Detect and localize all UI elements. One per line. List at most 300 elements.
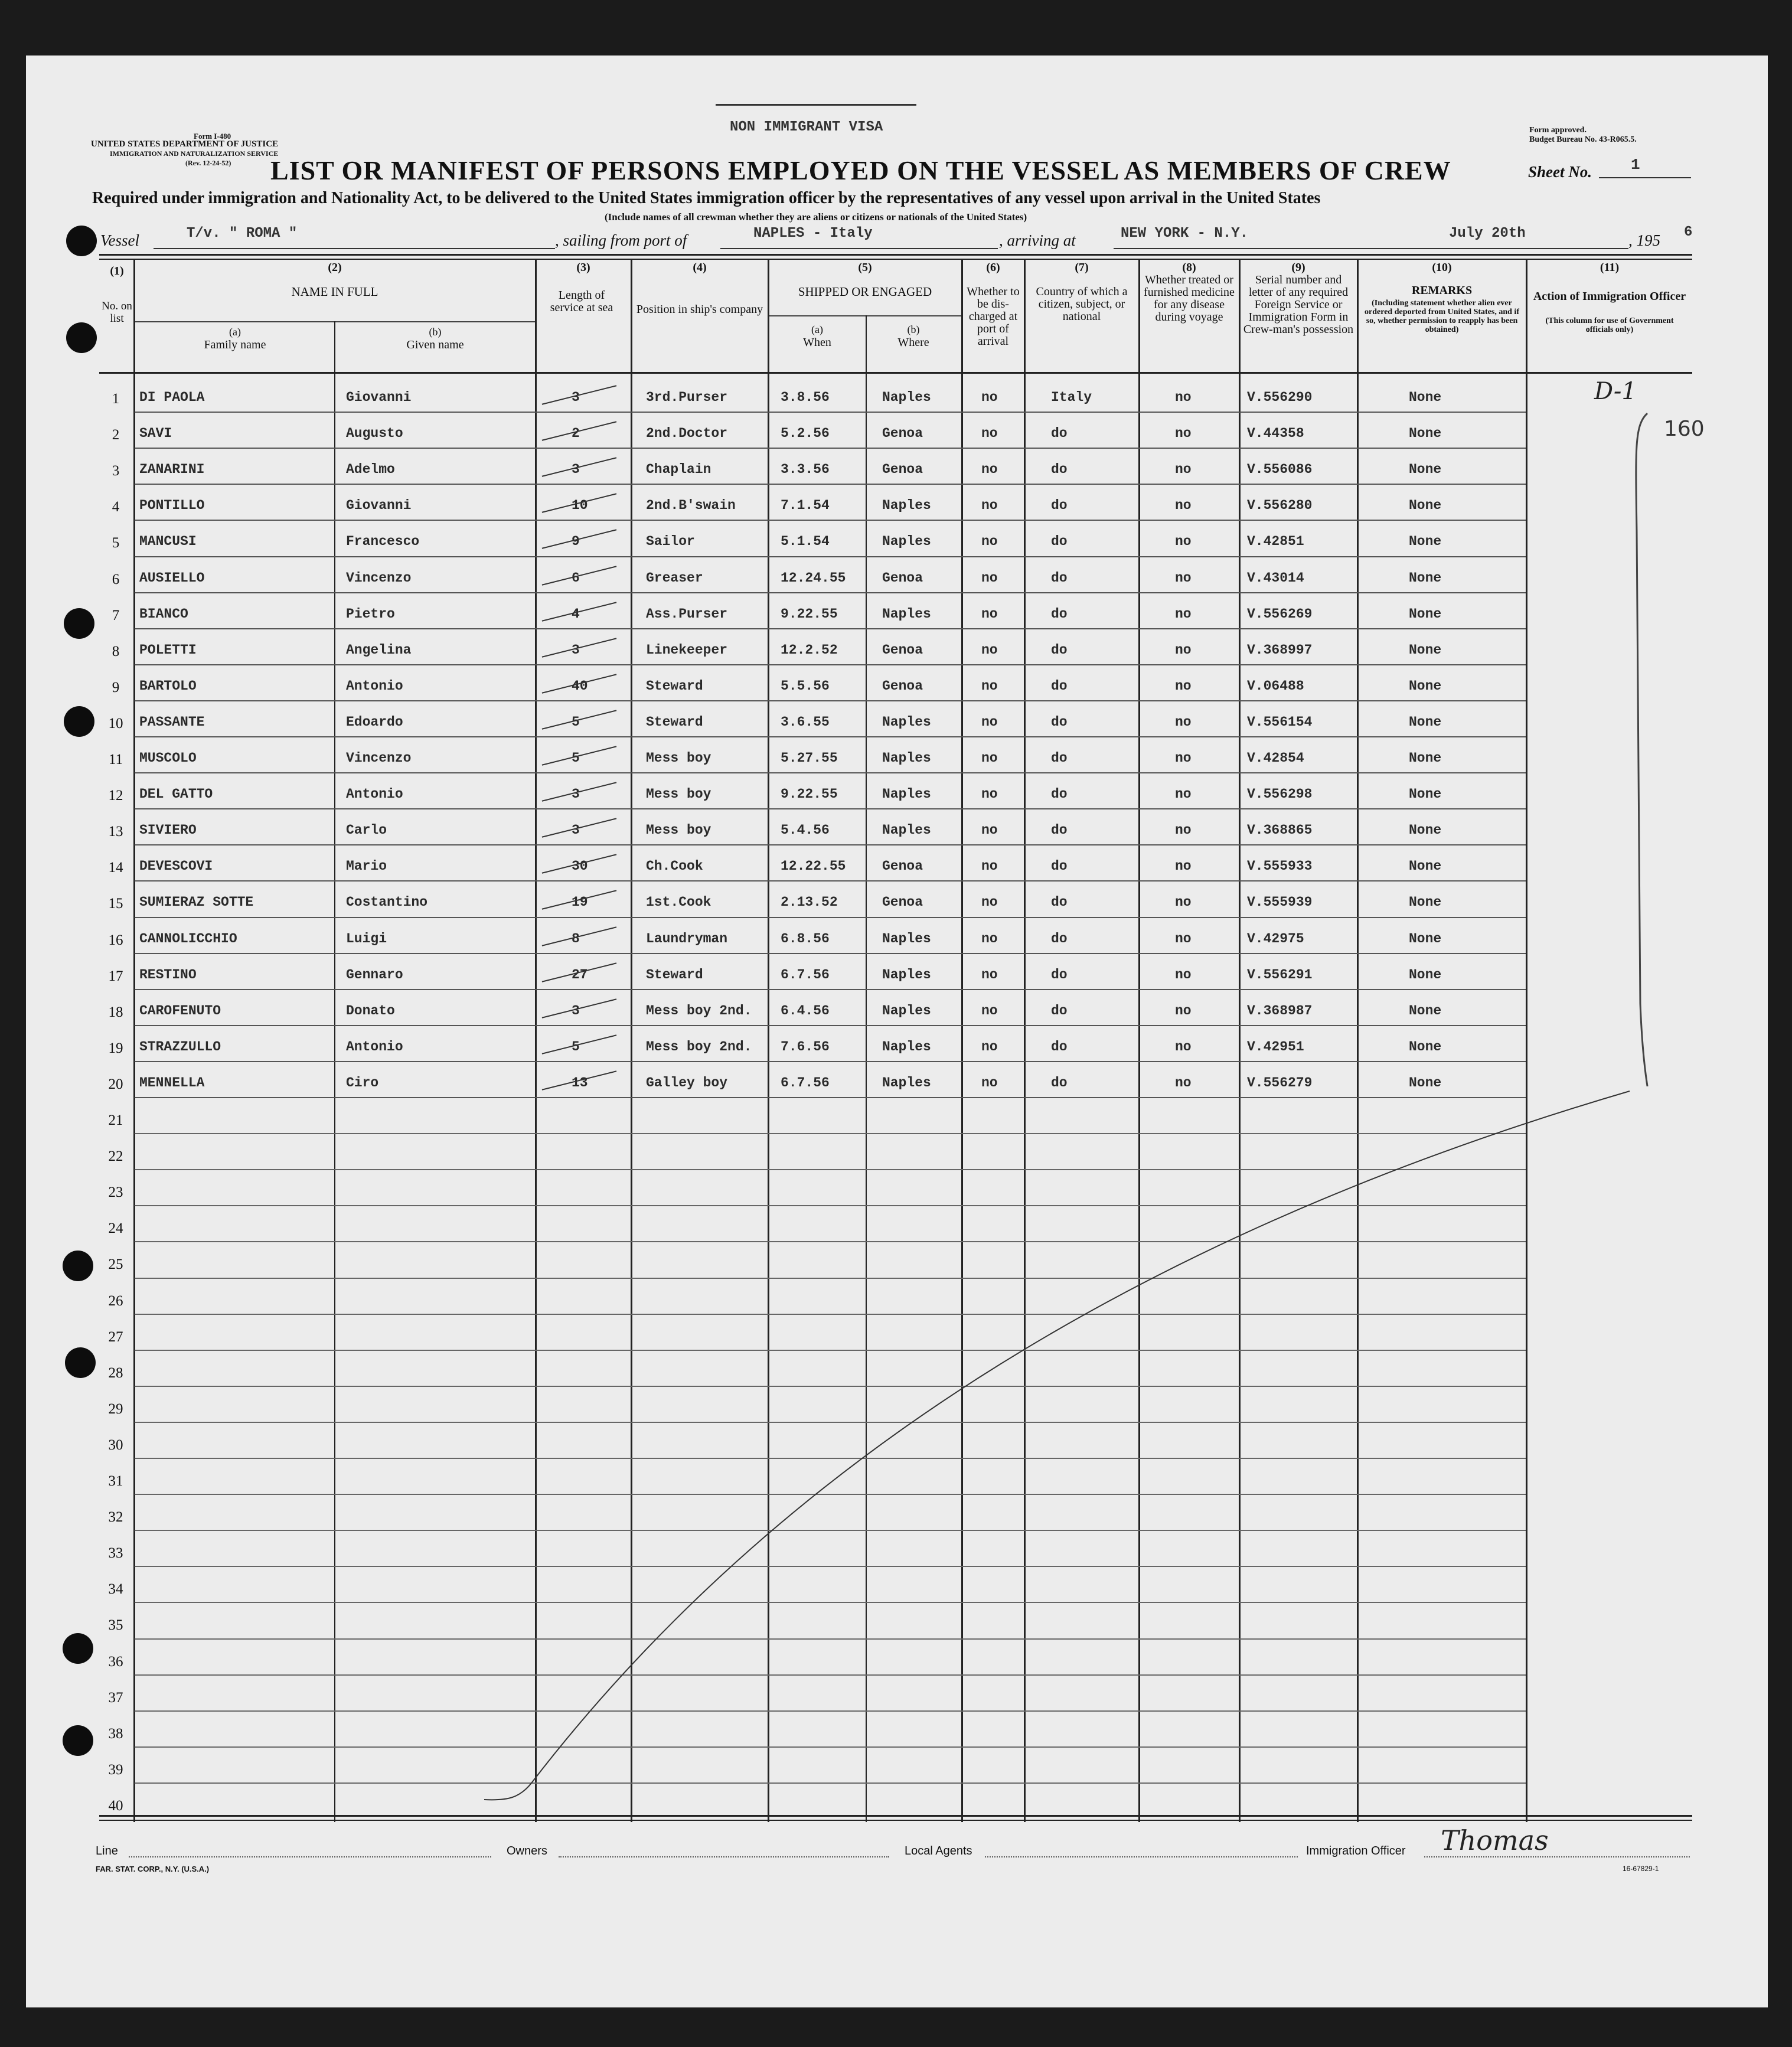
cell-where: Naples <box>882 822 931 838</box>
cell-when: 12.2.52 <box>781 642 838 658</box>
row-number: 40 <box>108 1797 123 1814</box>
col-when: When <box>803 336 831 349</box>
cell-given: Antonio <box>346 1039 403 1054</box>
cell-length: 4 <box>572 606 580 622</box>
cell-given: Adelmo <box>346 462 395 478</box>
row-number: 26 <box>108 1292 123 1309</box>
cell-family: ZANARINI <box>139 462 205 478</box>
cell-when: 12.24.55 <box>781 570 846 586</box>
row-number: 23 <box>108 1184 123 1201</box>
handwritten-d1: D-1 <box>1594 378 1637 405</box>
col-discharged: Whether to be dis-charged at port of arrival <box>967 285 1020 348</box>
row-number: 29 <box>108 1400 123 1417</box>
row-number: 36 <box>108 1653 123 1670</box>
cell-family: DEL GATTO <box>139 786 213 802</box>
cell-country: do <box>1051 498 1068 514</box>
sheet-label: Sheet No. <box>1528 163 1592 181</box>
cell-position: Mess boy 2nd. <box>646 1039 752 1054</box>
cell-country: do <box>1051 786 1068 802</box>
cell-remarks: None <box>1409 534 1442 550</box>
cell-disch: no <box>981 1039 998 1054</box>
cell-serial: V.06488 <box>1247 678 1304 694</box>
cell-treated: no <box>1175 1075 1192 1091</box>
cell-family: SAVI <box>139 426 172 442</box>
col-given-name: Given name <box>406 338 464 351</box>
year-prefix: , 195 <box>1628 231 1660 249</box>
cell-given: Angelina <box>346 642 412 658</box>
cell-disch: no <box>981 426 998 442</box>
cell-where: Naples <box>882 931 931 946</box>
visa-stamp: NON IMMIGRANT VISA <box>730 119 883 135</box>
cell-remarks: None <box>1409 390 1442 405</box>
cell-treated: no <box>1175 390 1192 405</box>
col-serial: Serial number and letter of any required Foreign Service or Immigration Form in Crew-man's possession <box>1243 273 1354 336</box>
cell-treated: no <box>1175 642 1192 658</box>
cell-disch: no <box>981 606 998 622</box>
cell-position: Ass.Purser <box>646 606 728 622</box>
row-number: 34 <box>108 1581 123 1598</box>
cell-length: 8 <box>572 931 580 946</box>
row-number: 16 <box>108 932 123 948</box>
cell-serial: V.556279 <box>1247 1075 1313 1091</box>
cell-length: 3 <box>572 822 580 838</box>
row-number: 35 <box>108 1617 123 1634</box>
cell-where: Genoa <box>882 894 923 910</box>
cell-position: Steward <box>646 967 703 982</box>
cell-when: 6.7.56 <box>781 1075 830 1091</box>
budget-bureau: Budget Bureau No. 43-R065.5. <box>1529 135 1637 144</box>
cell-family: SIVIERO <box>139 822 197 838</box>
cell-position: 2nd.Doctor <box>646 426 728 442</box>
remarks-note: (Including statement whether alien ever ordered deported from United States, and if so, whether permission to reapply has been obtained) <box>1365 299 1519 334</box>
cell-serial: V.556298 <box>1247 786 1313 802</box>
cell-family: DI PAOLA <box>139 390 205 405</box>
cell-when: 2.13.52 <box>781 894 838 910</box>
row-number: 8 <box>112 643 120 660</box>
row-number: 17 <box>108 968 123 984</box>
row-number: 15 <box>108 896 123 912</box>
col-family-name: Family name <box>204 338 266 351</box>
cell-remarks: None <box>1409 714 1442 730</box>
cell-given: Vincenzo <box>346 750 412 766</box>
cell-disch: no <box>981 1003 998 1018</box>
row-number: 4 <box>112 499 120 515</box>
cell-when: 5.4.56 <box>781 822 830 838</box>
cell-given: Donato <box>346 1003 395 1018</box>
row-number: 7 <box>112 607 120 623</box>
cell-position: 3rd.Purser <box>646 390 728 405</box>
cell-remarks: None <box>1409 426 1442 442</box>
col-action: Action of Immigration Officer <box>1533 290 1686 303</box>
cell-serial: V.44358 <box>1247 426 1304 442</box>
arriving-port: NEW YORK - N.Y. <box>1121 226 1249 241</box>
row-number: 3 <box>112 463 120 479</box>
cell-when: 5.2.56 <box>781 426 830 442</box>
cell-disch: no <box>981 534 998 550</box>
sailing-port: NAPLES - Italy <box>753 226 873 241</box>
cell-country: do <box>1051 894 1068 910</box>
cell-disch: no <box>981 1075 998 1091</box>
cell-treated: no <box>1175 931 1192 946</box>
sailing-label: , sailing from port of <box>555 231 687 249</box>
cell-country: do <box>1051 967 1068 982</box>
cell-length: 3 <box>572 786 580 802</box>
cell-length: 3 <box>572 390 580 405</box>
cell-length: 3 <box>572 642 580 658</box>
cell-remarks: None <box>1409 786 1442 802</box>
cell-family: DEVESCOVI <box>139 858 213 874</box>
row-number: 25 <box>108 1256 123 1273</box>
cell-where: Naples <box>882 1075 931 1091</box>
arrival-date: July 20th <box>1449 226 1526 241</box>
cell-remarks: None <box>1409 1039 1442 1054</box>
service: IMMIGRATION AND NATURALIZATION SERVICE <box>110 149 279 158</box>
cell-family: STRAZZULLO <box>139 1039 221 1054</box>
cell-treated: no <box>1175 534 1192 550</box>
cell-length: 13 <box>572 1075 588 1091</box>
cell-when: 3.6.55 <box>781 714 830 730</box>
cell-length: 5 <box>572 714 580 730</box>
printer-imprint: FAR. STAT. CORP., N.Y. (U.S.A.) <box>96 1865 210 1873</box>
col-length-of-service: Length of service at sea <box>550 289 613 314</box>
row-number: 31 <box>108 1473 123 1489</box>
cell-where: Naples <box>882 1039 931 1054</box>
cell-disch: no <box>981 498 998 514</box>
cell-length: 19 <box>572 894 588 910</box>
cell-remarks: None <box>1409 678 1442 694</box>
cell-family: CANNOLICCHIO <box>139 931 237 946</box>
cell-serial: V.556154 <box>1247 714 1313 730</box>
cell-given: Carlo <box>346 822 387 838</box>
form-code: 16-67829-1 <box>1623 1865 1659 1873</box>
cell-treated: no <box>1175 678 1192 694</box>
cell-family: CAROFENUTO <box>139 1003 221 1018</box>
cell-remarks: None <box>1409 606 1442 622</box>
cell-when: 3.8.56 <box>781 390 830 405</box>
cell-position: Mess boy <box>646 786 711 802</box>
cell-position: Laundryman <box>646 931 728 946</box>
cell-family: PASSANTE <box>139 714 205 730</box>
cell-country: do <box>1051 858 1068 874</box>
cell-country: do <box>1051 1003 1068 1018</box>
year-digit: 6 <box>1684 224 1693 240</box>
cell-country: do <box>1051 462 1068 478</box>
cell-given: Mario <box>346 858 387 874</box>
cell-serial: V.43014 <box>1247 570 1304 586</box>
cell-remarks: None <box>1409 822 1442 838</box>
cell-serial: V.368997 <box>1247 642 1313 658</box>
cell-given: Luigi <box>346 931 387 946</box>
cell-given: Antonio <box>346 786 403 802</box>
cell-where: Naples <box>882 498 931 514</box>
cell-length: 2 <box>572 426 580 442</box>
row-number: 33 <box>108 1545 123 1562</box>
cell-country: do <box>1051 534 1068 550</box>
cell-position: Chaplain <box>646 462 711 478</box>
cell-when: 7.6.56 <box>781 1039 830 1054</box>
cell-treated: no <box>1175 1003 1192 1018</box>
cell-serial: V.368865 <box>1247 822 1313 838</box>
footer-line-label: Line <box>96 1844 118 1857</box>
cell-serial: V.556086 <box>1247 462 1313 478</box>
cell-country: do <box>1051 606 1068 622</box>
cell-remarks: None <box>1409 462 1442 478</box>
cell-position: Ch.Cook <box>646 858 703 874</box>
cell-where: Naples <box>882 1003 931 1018</box>
cell-treated: no <box>1175 498 1192 514</box>
cell-when: 3.3.56 <box>781 462 830 478</box>
cell-when: 6.4.56 <box>781 1003 830 1018</box>
form-approved: Form approved. <box>1529 126 1587 135</box>
cell-given: Costantino <box>346 894 428 910</box>
vessel-name: T/v. " ROMA " <box>187 226 298 241</box>
cell-country: Italy <box>1051 390 1092 405</box>
cell-where: Genoa <box>882 642 923 658</box>
row-number: 18 <box>108 1004 123 1020</box>
handwritten-count: 160 <box>1664 417 1705 441</box>
cell-family: BARTOLO <box>139 678 197 694</box>
cell-where: Naples <box>882 967 931 982</box>
row-number: 30 <box>108 1437 123 1453</box>
cell-country: do <box>1051 678 1068 694</box>
cell-country: do <box>1051 426 1068 442</box>
cell-treated: no <box>1175 1039 1192 1054</box>
revision: (Rev. 12-24-52) <box>185 159 231 167</box>
cell-disch: no <box>981 642 998 658</box>
cell-length: 27 <box>572 967 588 982</box>
cell-family: RESTINO <box>139 967 197 982</box>
cell-serial: V.368987 <box>1247 1003 1313 1018</box>
cell-where: Naples <box>882 714 931 730</box>
footer-owners-label: Owners <box>507 1844 547 1857</box>
cell-family: MUSCOLO <box>139 750 197 766</box>
cell-family: POLETTI <box>139 642 197 658</box>
cell-position: Linekeeper <box>646 642 728 658</box>
cell-serial: V.42851 <box>1247 534 1304 550</box>
cell-when: 9.22.55 <box>781 606 838 622</box>
cell-remarks: None <box>1409 858 1442 874</box>
cell-where: Naples <box>882 534 931 550</box>
row-number: 14 <box>108 860 123 876</box>
cell-given: Pietro <box>346 606 395 622</box>
cell-serial: V.42951 <box>1247 1039 1304 1054</box>
cell-when: 7.1.54 <box>781 498 830 514</box>
cell-treated: no <box>1175 786 1192 802</box>
footer-agents-label: Local Agents <box>905 1844 972 1857</box>
cell-remarks: None <box>1409 931 1442 946</box>
cell-disch: no <box>981 678 998 694</box>
cell-length: 30 <box>572 858 588 874</box>
cell-disch: no <box>981 750 998 766</box>
cell-country: do <box>1051 1075 1068 1091</box>
cell-length: 3 <box>572 1003 580 1018</box>
row-number: 24 <box>108 1220 123 1237</box>
cell-when: 5.27.55 <box>781 750 838 766</box>
cell-when: 9.22.55 <box>781 786 838 802</box>
cell-disch: no <box>981 967 998 982</box>
cell-length: 40 <box>572 678 588 694</box>
cell-given: Gennaro <box>346 967 403 982</box>
col-remarks: REMARKS <box>1411 284 1473 297</box>
cell-serial: V.555933 <box>1247 858 1313 874</box>
cell-disch: no <box>981 786 998 802</box>
cell-disch: no <box>981 570 998 586</box>
cell-serial: V.42854 <box>1247 750 1304 766</box>
cell-given: Giovanni <box>346 390 412 405</box>
cell-disch: no <box>981 714 998 730</box>
cell-given: Antonio <box>346 678 403 694</box>
cell-given: Vincenzo <box>346 570 412 586</box>
cell-given: Ciro <box>346 1075 379 1091</box>
cell-where: Genoa <box>882 678 923 694</box>
arriving-label: , arriving at <box>999 231 1076 249</box>
row-number: 22 <box>108 1148 123 1165</box>
cell-family: MANCUSI <box>139 534 197 550</box>
cell-country: do <box>1051 750 1068 766</box>
cell-position: Galley boy <box>646 1075 728 1091</box>
vessel-label: Vessel <box>100 231 139 249</box>
sheet-number: 1 <box>1631 156 1640 174</box>
cell-treated: no <box>1175 894 1192 910</box>
row-number: 39 <box>108 1761 123 1778</box>
cell-country: do <box>1051 642 1068 658</box>
cell-family: SUMIERAZ SOTTE <box>139 894 254 910</box>
cell-when: 5.5.56 <box>781 678 830 694</box>
cell-family: MENNELLA <box>139 1075 205 1091</box>
cell-given: Augusto <box>346 426 403 442</box>
action-note: (This column for use of Government officials only) <box>1545 316 1674 334</box>
cell-treated: no <box>1175 967 1192 982</box>
cell-disch: no <box>981 858 998 874</box>
cell-when: 6.7.56 <box>781 967 830 982</box>
cell-remarks: None <box>1409 967 1442 982</box>
row-number: 9 <box>112 679 120 696</box>
cell-position: Mess boy 2nd. <box>646 1003 752 1018</box>
row-number: 13 <box>108 824 123 840</box>
cell-family: BIANCO <box>139 606 188 622</box>
cell-given: Edoardo <box>346 714 403 730</box>
row-number: 21 <box>108 1112 123 1128</box>
cell-length: 10 <box>572 498 588 514</box>
cell-position: Greaser <box>646 570 703 586</box>
cell-where: Genoa <box>882 426 923 442</box>
cell-where: Genoa <box>882 462 923 478</box>
row-number: 2 <box>112 427 120 443</box>
cell-where: Naples <box>882 786 931 802</box>
cell-serial: V.555939 <box>1247 894 1313 910</box>
cell-disch: no <box>981 931 998 946</box>
cell-where: Genoa <box>882 570 923 586</box>
cell-serial: V.556291 <box>1247 967 1313 982</box>
cell-where: Genoa <box>882 858 923 874</box>
page-title: LIST OR MANIFEST OF PERSONS EMPLOYED ON THE VESSEL AS MEMBERS OF CREW <box>270 155 1451 185</box>
col-shipped: SHIPPED OR ENGAGED <box>798 285 932 299</box>
cell-where: Naples <box>882 750 931 766</box>
row-number: 28 <box>108 1364 123 1381</box>
cell-length: 6 <box>572 570 580 586</box>
cell-treated: no <box>1175 570 1192 586</box>
cell-country: do <box>1051 570 1068 586</box>
cell-given: Francesco <box>346 534 420 550</box>
footer-officer-label: Immigration Officer <box>1306 1844 1406 1857</box>
cell-position: Steward <box>646 678 703 694</box>
cell-country: do <box>1051 1039 1068 1054</box>
col-name-in-full: NAME IN FULL <box>291 285 378 299</box>
cell-when: 6.8.56 <box>781 931 830 946</box>
cell-treated: no <box>1175 822 1192 838</box>
include-note: (Include names of all crewman whether they are aliens or citizens or nationals of the United States) <box>605 211 1027 223</box>
department: UNITED STATES DEPARTMENT OF JUSTICE <box>91 139 279 149</box>
cell-disch: no <box>981 894 998 910</box>
cell-where: Naples <box>882 390 931 405</box>
cell-remarks: None <box>1409 570 1442 586</box>
cell-treated: no <box>1175 606 1192 622</box>
officer-signature: Thomas <box>1441 1824 1549 1856</box>
row-number: 32 <box>108 1509 123 1526</box>
cell-length: 5 <box>572 1039 580 1054</box>
cell-when: 12.22.55 <box>781 858 846 874</box>
col-country: Country of which a citizen, subject, or national <box>1036 285 1128 323</box>
cell-position: Mess boy <box>646 822 711 838</box>
cell-family: AUSIELLO <box>139 570 205 586</box>
row-number: 5 <box>112 535 120 551</box>
cell-treated: no <box>1175 750 1192 766</box>
cell-treated: no <box>1175 462 1192 478</box>
cell-disch: no <box>981 822 998 838</box>
cell-serial: V.556269 <box>1247 606 1313 622</box>
row-number: 6 <box>112 571 120 587</box>
cell-country: do <box>1051 714 1068 730</box>
row-number: 11 <box>108 752 123 768</box>
col-where: Where <box>897 336 929 349</box>
cell-country: do <box>1051 931 1068 946</box>
cell-remarks: None <box>1409 750 1442 766</box>
cell-serial: V.556290 <box>1247 390 1313 405</box>
cell-treated: no <box>1175 714 1192 730</box>
cell-length: 5 <box>572 750 580 766</box>
cell-treated: no <box>1175 426 1192 442</box>
col-position: Position in ship's company <box>636 303 763 316</box>
row-number: 1 <box>112 391 120 407</box>
cell-position: Mess boy <box>646 750 711 766</box>
row-number: 38 <box>108 1725 123 1742</box>
cell-position: 1st.Cook <box>646 894 711 910</box>
cell-remarks: None <box>1409 894 1442 910</box>
cell-position: Sailor <box>646 534 695 550</box>
cell-remarks: None <box>1409 642 1442 658</box>
row-number: 19 <box>108 1040 123 1056</box>
cell-when: 5.1.54 <box>781 534 830 550</box>
cell-position: Steward <box>646 714 703 730</box>
row-number: 37 <box>108 1689 123 1706</box>
cell-remarks: None <box>1409 498 1442 514</box>
row-number: 10 <box>108 715 123 732</box>
col-no-on-list: No. on list <box>102 300 132 325</box>
cell-remarks: None <box>1409 1003 1442 1018</box>
cell-where: Naples <box>882 606 931 622</box>
cell-length: 3 <box>572 462 580 478</box>
cell-disch: no <box>981 390 998 405</box>
cell-disch: no <box>981 462 998 478</box>
cell-family: PONTILLO <box>139 498 205 514</box>
row-number: 27 <box>108 1328 123 1345</box>
requirement-text: Required under immigration and Nationality Act, to be delivered to the United States immigration officer by the representatives of any vessel upon arrival in the United States <box>92 189 1321 207</box>
cell-given: Giovanni <box>346 498 412 514</box>
cell-treated: no <box>1175 858 1192 874</box>
cell-serial: V.42975 <box>1247 931 1304 946</box>
cell-serial: V.556280 <box>1247 498 1313 514</box>
row-number: 20 <box>108 1076 123 1092</box>
